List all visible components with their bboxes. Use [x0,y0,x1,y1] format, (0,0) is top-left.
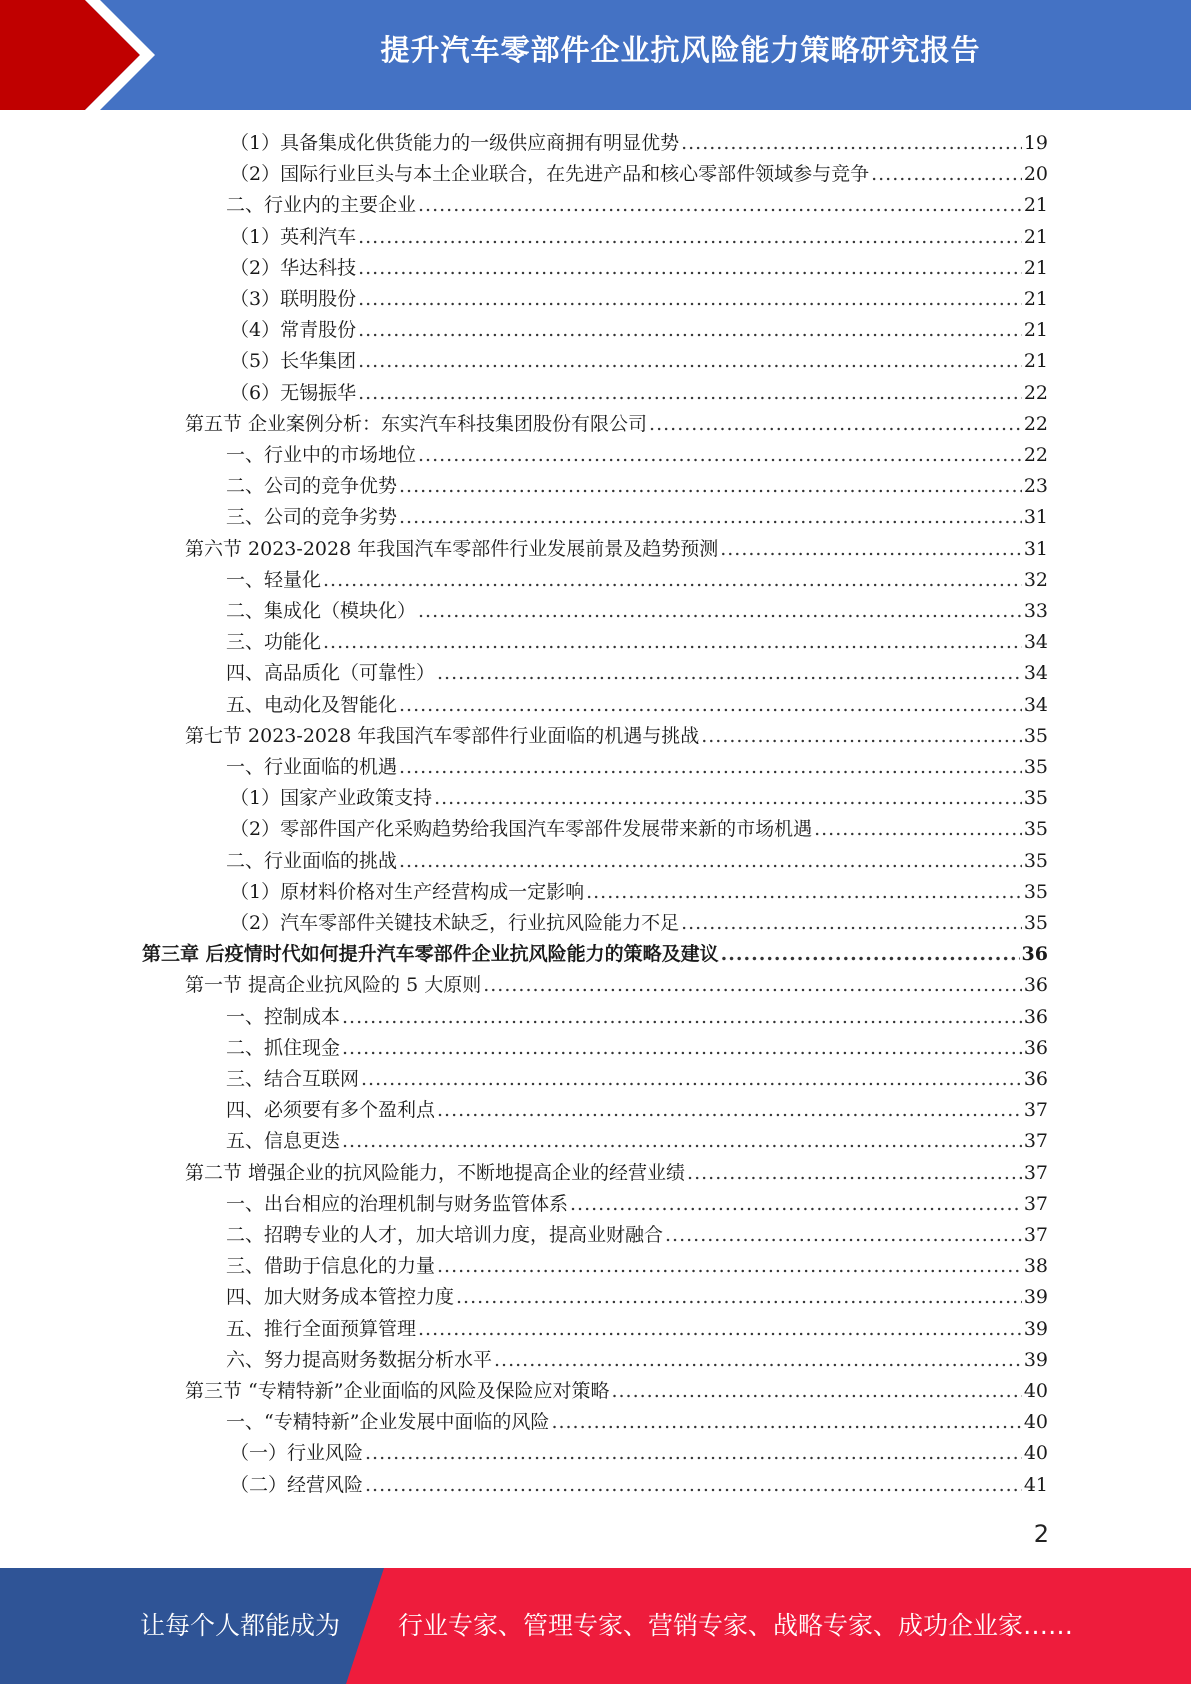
toc-entry-title: （一）行业风险 [230,1442,364,1465]
toc-entry-page: 21 [1023,225,1048,248]
toc-entry-title: 四、高品质化（可靠性） [226,662,436,685]
toc-entry[interactable] [230,346,1048,376]
toc-entry-page: 39 [1023,1348,1048,1371]
toc-entry-page: 32 [1023,568,1048,591]
toc-entry-page: 34 [1023,631,1048,654]
toc-entry[interactable] [226,1345,1048,1375]
toc-entry-title: 二、公司的竞争优势 [226,475,398,498]
toc-entry[interactable] [185,409,1048,439]
toc-dot-leader [665,1220,1022,1250]
header-red-chevron-icon [0,0,160,110]
toc-dot-leader [399,690,1022,720]
toc-entry[interactable] [230,128,1048,158]
toc-dot-leader [418,1314,1022,1344]
toc-entry-page: 34 [1023,662,1048,685]
toc-entry[interactable] [185,1376,1048,1406]
toc-dot-leader [342,1126,1022,1156]
toc-entry-title: 第七节 2023-2028 年我国汽车零部件行业面临的机遇与挑战 [185,724,700,747]
toc-entry[interactable] [230,783,1048,813]
toc-entry-page: 37 [1023,1224,1048,1246]
toc-dot-leader [365,1438,1022,1468]
toc-entry-page: 23 [1023,475,1048,498]
toc-entry-title: 三、借助于信息化的力量 [226,1255,436,1278]
toc-entry-title: 第三节 “专精特新”企业面临的风险及保险应对策略 [185,1380,610,1402]
toc-entry-title: 第五节 企业案例分析：东实汽车科技集团股份有限公司 [185,412,648,435]
toc-entry[interactable] [226,1407,1048,1437]
page-header [0,0,1191,110]
toc-entry-page: 21 [1023,194,1048,217]
toc-entry[interactable] [226,596,1048,626]
toc-entry[interactable] [226,690,1048,720]
toc-entry-page: 39 [1023,1317,1048,1340]
toc-entry-title: 第六节 2023-2028 年我国汽车零部件行业发展前景及趋势预测 [185,537,719,560]
toc-entry[interactable] [230,908,1048,938]
toc-entry-page: 36 [1023,1005,1048,1028]
toc-entry-title: （2）华达科技 [230,256,357,279]
toc-entry-title: （5）长华集团 [230,350,357,373]
toc-entry-page: 35 [1023,912,1048,934]
toc-dot-leader [323,565,1022,595]
toc-entry-page: 37 [1023,1161,1048,1184]
toc-entry-page: 22 [1023,444,1048,466]
toc-entry-page: 31 [1023,506,1048,529]
toc-dot-leader [358,284,1022,314]
toc-entry-title: （2）汽车零部件关键技术缺乏，行业抗风险能力不足 [230,912,680,934]
toc-entry-page: 19 [1023,132,1048,154]
toc-dot-leader [494,1345,1022,1375]
footer-slogan-right: 行业专家、管理专家、营销专家、战略专家、成功企业家…… [398,1611,1074,1640]
toc-entry-title: 二、行业内的主要企业 [226,194,417,217]
toc-entry-title: 二、集成化（模块化） [226,600,417,622]
toc-entry-page: 35 [1023,880,1048,903]
toc-dot-leader [399,471,1022,501]
toc-dot-leader [418,596,1022,626]
toc-entry-title: 五、信息更迭 [226,1130,341,1153]
toc-entry[interactable] [226,1220,1048,1250]
page-title: 提升汽车零部件企业抗风险能力策略研究报告 [380,33,981,67]
toc-entry-page: 21 [1023,350,1048,373]
toc-dot-leader [358,222,1022,252]
toc-entry-title: 一、行业面临的机遇 [226,756,398,778]
toc-dot-leader [437,658,1022,688]
toc-entry-title: 三、功能化 [226,631,322,654]
toc-entry[interactable] [185,970,1048,1000]
toc-entry-page: 37 [1023,1192,1048,1215]
toc-dot-leader [687,1158,1022,1188]
toc-entry-title: 第二节 增强企业的抗风险能力，不断地提高企业的经营业绩 [185,1161,686,1184]
toc-entry-title: （6）无锡振华 [230,381,357,404]
toc-dot-leader [570,1189,1022,1219]
toc-dot-leader [649,409,1022,439]
toc-entry[interactable] [230,1438,1048,1468]
toc-entry-page: 21 [1023,256,1048,279]
toc-entry-page: 36 [1021,943,1048,966]
toc-dot-leader [814,814,1022,844]
toc-entry[interactable] [226,1314,1048,1344]
toc-entry-title: 五、推行全面预算管理 [226,1317,417,1340]
toc-entry[interactable] [226,471,1048,501]
toc-entry-title: （4）常青股份 [230,319,357,342]
toc-entry-page: 37 [1023,1099,1048,1122]
toc-dot-leader [418,190,1022,220]
toc-entry-page: 35 [1023,756,1048,778]
toc-entry[interactable] [226,1126,1048,1156]
toc-dot-leader [399,846,1022,876]
toc-entry[interactable] [226,1189,1048,1219]
toc-entry-title: 四、加大财务成本管控力度 [226,1286,455,1309]
toc-entry-page: 35 [1023,849,1048,872]
toc-dot-leader [437,1095,1022,1125]
toc-entry-title: 二、抓住现金 [226,1036,341,1059]
toc-entry-page: 40 [1023,1411,1048,1434]
toc-entry[interactable] [230,315,1048,345]
toc-entry[interactable] [226,627,1048,657]
toc-entry[interactable] [230,253,1048,283]
toc-entry-page: 37 [1023,1130,1048,1153]
toc-entry[interactable] [226,1064,1048,1094]
toc-dot-leader [701,721,1022,751]
toc-dot-leader [456,1282,1022,1312]
toc-dot-leader [418,440,1022,470]
toc-entry-title: （2）零部件国产化采购趋势给我国汽车零部件发展带来新的市场机遇 [230,818,813,841]
toc-entry-title: 第一节 提高企业抗风险的 5 大原则 [185,974,482,997]
toc-dot-leader [681,128,1022,158]
toc-entry-title: 第三章 后疫情时代如何提升汽车零部件企业抗风险能力的策略及建议 [142,943,719,966]
toc-entry[interactable] [142,939,1048,969]
toc-entry-title: （3）联明股份 [230,288,357,310]
toc-entry-title: 一、控制成本 [226,1005,341,1028]
toc-dot-leader [721,939,1020,969]
toc-entry-page: 35 [1023,818,1048,841]
toc-entry[interactable] [226,846,1048,876]
toc-dot-leader [681,908,1022,938]
toc-dot-leader [365,1470,1022,1500]
toc-dot-leader [871,159,1022,189]
toc-entry-title: 六、努力提高财务数据分析水平 [226,1348,493,1371]
toc-entry-title: 三、公司的竞争劣势 [226,506,398,529]
toc-dot-leader [399,502,1022,532]
toc-entry[interactable] [226,658,1048,688]
toc-entry[interactable] [226,1095,1048,1125]
toc-entry-page: 33 [1023,600,1048,622]
toc-entry-title: 三、结合互联网 [226,1068,360,1090]
toc-entry[interactable] [226,565,1048,595]
toc-entry-title: （1）原材料价格对生产经营构成一定影响 [230,880,585,903]
toc-entry-page: 36 [1023,974,1048,997]
toc-entry-title: （1）国家产业政策支持 [230,787,433,810]
toc-dot-leader [586,877,1022,907]
toc-entry[interactable] [226,1002,1048,1032]
toc-entry-page: 36 [1023,1068,1048,1090]
toc-entry-page: 35 [1023,724,1048,747]
toc-entry-page: 41 [1023,1473,1048,1496]
page-footer [0,1568,1191,1684]
toc-entry-page: 22 [1023,381,1048,404]
toc-entry-page: 31 [1023,537,1048,560]
toc-dot-leader [358,253,1022,283]
toc-entry-page: 38 [1023,1255,1048,1278]
toc-entry[interactable] [185,721,1048,751]
toc-entry[interactable] [226,440,1048,470]
toc-dot-leader [358,346,1022,376]
toc-entry-title: 二、行业面临的挑战 [226,849,398,872]
toc-entry[interactable] [226,1282,1048,1312]
toc-dot-leader [358,315,1022,345]
toc-entry-title: 一、“专精特新”企业发展中面临的风险 [226,1411,550,1434]
toc-entry-title: 五、电动化及智能化 [226,693,398,716]
toc-entry[interactable] [230,284,1048,314]
toc-entry[interactable] [226,502,1048,532]
toc-entry[interactable] [226,1251,1048,1281]
toc-entry-page: 40 [1023,1442,1048,1465]
toc-entry-title: 四、必须要有多个盈利点 [226,1099,436,1122]
toc-dot-leader [434,783,1022,813]
toc-entry-title: （2）国际行业巨头与本土企业联合，在先进产品和核心零部件领域参与竞争 [230,163,870,186]
toc-entry-title: 二、招聘专业的人才，加大培训力度，提高业财融合 [226,1224,664,1246]
toc-dot-leader [342,1033,1022,1063]
toc-dot-leader [437,1251,1022,1281]
toc-entry[interactable] [226,190,1048,220]
footer-slogan-left: 让每个人都能成为 [140,1611,341,1640]
toc-entry-title: （1）具备集成化供货能力的一级供应商拥有明显优势 [230,132,680,154]
toc-entry[interactable] [230,378,1048,408]
toc-entry[interactable] [185,534,1048,564]
toc-dot-leader [720,534,1022,564]
toc-entry[interactable] [230,814,1048,844]
toc-entry[interactable] [185,1158,1048,1188]
toc-entry-title: 一、出台相应的治理机制与财务监管体系 [226,1192,569,1215]
toc-dot-leader [342,1002,1022,1032]
toc-entry-page: 22 [1023,412,1048,435]
toc-entry-page: 39 [1023,1286,1048,1309]
toc-entry[interactable] [230,222,1048,252]
toc-entry-page: 35 [1023,787,1048,810]
toc-entry-page: 21 [1023,288,1048,310]
toc-entry-title: 一、轻量化 [226,568,322,591]
toc-dot-leader [323,627,1022,657]
toc-entry[interactable] [230,1470,1048,1500]
toc-dot-leader [611,1376,1021,1406]
toc-entry-page: 36 [1023,1036,1048,1059]
toc-dot-leader [551,1407,1021,1437]
toc-entry[interactable] [226,752,1048,782]
toc-entry-title: 一、行业中的市场地位 [226,444,417,466]
toc-dot-leader [358,378,1022,408]
toc-dot-leader [361,1064,1022,1094]
toc-entry-title: （二）经营风险 [230,1473,364,1496]
toc-entry[interactable] [226,1033,1048,1063]
toc-entry-page: 34 [1023,693,1048,716]
toc-dot-leader [483,970,1022,1000]
toc-entry-page: 20 [1023,163,1048,186]
toc-entry-title: （1）英利汽车 [230,225,357,248]
toc-entry[interactable] [230,159,1048,189]
toc-entry-page: 40 [1023,1380,1048,1402]
toc-entry[interactable] [230,877,1048,907]
toc-dot-leader [399,752,1022,782]
toc-entry-page: 21 [1023,319,1048,342]
page-number: 2 [1033,1520,1049,1548]
